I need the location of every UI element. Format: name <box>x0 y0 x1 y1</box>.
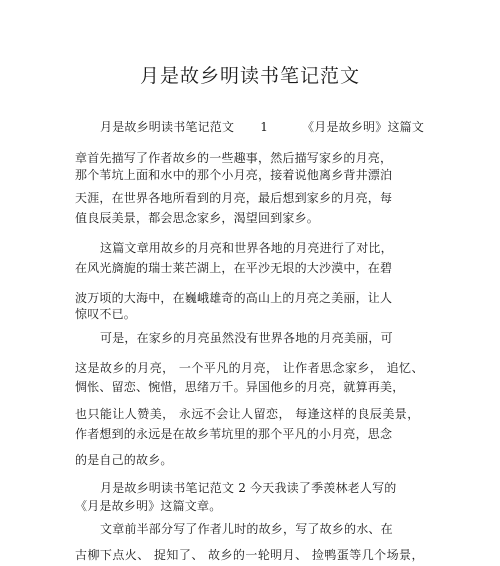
paragraph-line: 章首先描写了作者故乡的一些趣事，然后描写家乡的月亮， <box>75 151 393 165</box>
paragraph-line: 古柳下点火、 捉知了、 故乡的一轮明月、 捡鸭蛋等几个场景， <box>75 548 424 562</box>
heading-book-title: 《月是故乡明》这篇文 <box>302 120 425 134</box>
paragraph-line: 也只能让人赞美， 永远不会让人留恋， 每逢这样的良辰美景， <box>75 407 420 421</box>
paragraph-line: 可是，在家乡的月亮虽然没有世界各地的月亮美丽，可 <box>100 331 393 345</box>
paragraph-line: 这篇文章用故乡的月亮和世界各地的月亮进行了对比， <box>100 241 393 255</box>
paragraph-line: 月是故乡明读书笔记范文 2 今天我读了季羡林老人写的 <box>100 481 397 495</box>
heading-number: 1 <box>260 120 269 134</box>
paragraph-line: 《月是故乡明》这篇文章。 <box>75 499 222 513</box>
heading-title-text: 月是故乡明读书笔记范文 <box>100 120 235 134</box>
paragraph-line: 惊叹不已。 <box>75 307 137 321</box>
paragraph-line: 这是故乡的月亮， 一个平凡的月亮， 让作者思念家乡， 追忆、 <box>75 361 424 375</box>
paragraph-line: 作者想到的永远是在故乡苇坑里的那个平凡的小月亮，思念 <box>75 427 393 441</box>
paragraph-line: 值良辰美景，都会思念家乡，渴望回到家乡。 <box>75 211 320 225</box>
paragraph-line: 在风光旖旎的瑞士莱芒湖上，在平沙无垠的大沙漠中，在碧 <box>75 261 393 275</box>
paragraph-line: 的是自己的故乡。 <box>75 453 173 467</box>
paragraph-line: 天涯，在世界各地所看到的月亮，最后想到家乡的月亮，每 <box>75 191 393 205</box>
paragraph-line: 文章前半部分写了作者儿时的故乡，写了故乡的水、在 <box>100 522 393 536</box>
paragraph-line: 惆怅、留恋、惋惜，思绪万千。异国他乡的月亮，就算再美， <box>75 380 405 394</box>
paragraph-line: 波万顷的大海中，在巍峨雄奇的高山上的月亮之美丽，让人 <box>75 291 393 305</box>
heading-line <box>100 118 424 136</box>
paragraph-line: 那个苇坑上面和水中的那个小月亮，接着说他离乡背井漂泊 <box>75 168 393 182</box>
document-title: 月是故乡明读书笔记范文 <box>139 65 360 87</box>
